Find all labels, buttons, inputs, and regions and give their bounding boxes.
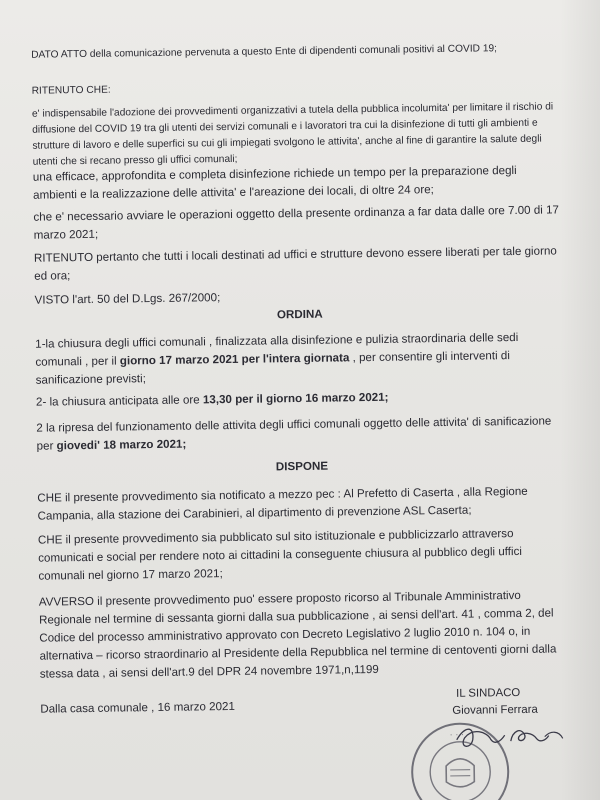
order-item-3-text: 2 la ripresa del funzionamento delle attivita degli uffici comunali oggetto delle attivita' di sanificazione per — [36, 414, 552, 453]
dispone-pubblicazione: CHE il presente provvedimento sia pubblicato sul sito istituzionale e pubblicizzarlo attraverso comunicati e social per rendere noto ai cittadini la conseguente chiusura al pubblico degli uffici comunali nel giorno 17 marzo 2021; — [37, 527, 523, 583]
order-item-2-text: 2- la chiusura anticipata alle ore — [35, 393, 204, 409]
order-item-1-bold: giorno 17 marzo 2021 per l'intera giornata — [119, 351, 350, 368]
order-item-3-bold: giovedi' 18 marzo 2021; — [56, 437, 187, 453]
paragraph-avviare-operazioni: che e' necessario avviare le operazioni oggetto della presente ordinanza a far data dalle ore 7.00 di 17 marzo 2021; — [33, 203, 560, 242]
paragraph-ritenuto-che: RITENUTO CHE: — [31, 84, 111, 97]
paragraph-disinfezione: una efficace, approfondita e completa disinfezione richiede un tempo per la preparazione degli ambienti e la realizzazione delle attivita' e l'areazione dei locali, di oltre 24 ore; — [32, 163, 517, 202]
order-item-1 — [35, 328, 566, 389]
paragraph-indispensabile: e' indispensabile l'adozione dei provvedimenti organizzativi a tutela della pubblica incolumita' per limitare il rischio di diffusione del COVID 19 tra gli utenti dei servizi comunali e i lavoratori tra cui la disinfezione di tutti gli ambienti e strutture di lavoro e delle superfici su cui gli impiegati svolgono le attivita', anche al fine di garantire la salute degli utenti che si recano presso gli uffici comunali; — [31, 101, 554, 168]
order-item-1-text: 1-la chiusura degli uffici comunali , finalizzata alla disinfezione e pulizia straordinaria delle sedi comunali , per il — [35, 330, 519, 369]
heading-ordina: ORDINA — [276, 307, 323, 322]
dispone-notifica: CHE il presente provvedimento sia notificato a mezzo pec : Al Prefetto di Caserta , alla Regione Campania, alla stazione dei Carabinieri, al dipartimento di prevenzione ASL Caserta; — [37, 484, 528, 523]
order-item-3 — [36, 412, 566, 455]
municipal-stamp-icon — [399, 709, 521, 800]
dispone-ricorso: AVVERSO il presente provvedimento puo' essere proposto ricorso al Tribunale Amministrativo Regionale nel termine di sessanta giorni dalla sua pubblicazione , ai sensi dell'art. 41 , comma 2, del Codice del processo amministrativo approvato con Decreto Legislativo 2 luglio 2010 n. 104 o, in alternativa – ricorso straordinario al Presidente della Repubblica nel termine di centoventi giorni dalla stessa data , ai sensi dell'art.9 del DPR 24 novembre 1971,n,1199 — [38, 588, 557, 681]
order-item-2-bold: 13,30 per il giorno 16 marzo 2021; — [202, 390, 389, 407]
paragraph-dato-atto: DATO ATTO della comunicazione pervenuta a questo Ente di dipendenti comunali positivi al COVID 19; — [31, 43, 498, 61]
svg-text:· · · ·: · · · · — [449, 730, 470, 741]
heading-dispone: DISPONE — [275, 459, 329, 474]
place-date: Dalla casa comunale , 16 marzo 2021 — [40, 699, 236, 716]
paragraph-locali-liberati: RITENUTO pertanto che tutti i locali destinati ad uffici e strutture devono essere liberati per tale giorno ed ora; — [33, 244, 557, 283]
paragraph-visto: VISTO l'art. 50 del D.Lgs. 267/2000; — [34, 291, 221, 307]
page-edge-shadow — [560, 0, 600, 800]
order-item-1-text-end: , per consentire gli interventi di sanificazione previsti; — [35, 349, 510, 387]
order-item-2 — [36, 386, 566, 411]
signature-name: Giovanni Ferrara — [452, 703, 538, 717]
signature-title: IL SINDACO — [456, 686, 521, 700]
